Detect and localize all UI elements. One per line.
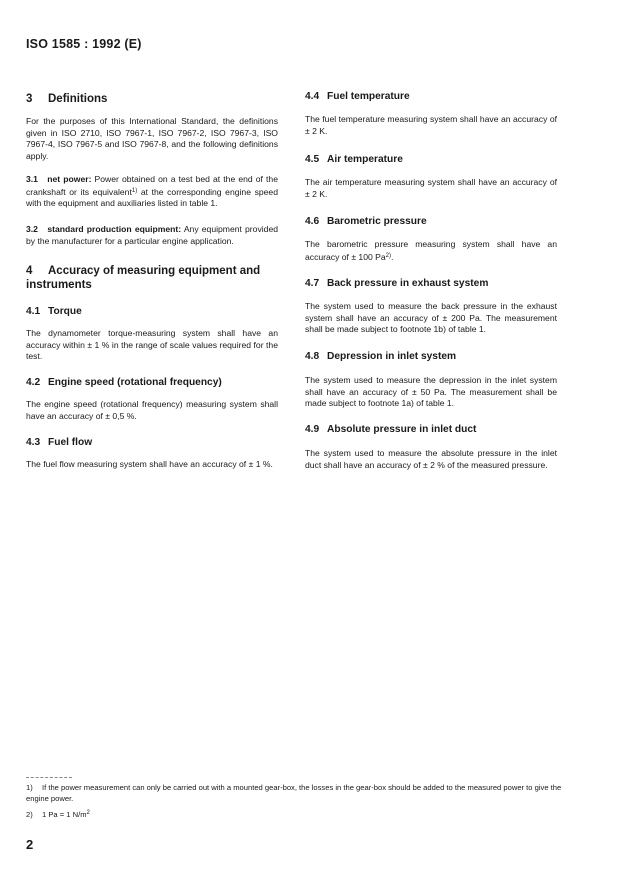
section-4-7-text: The system used to measure the back pressure in the exhaust system shall have an accuracy of ± 200 Pa. The measurement shall be made subject to footnote 1b) of table 1. [305,301,557,334]
definition-number: 3.2 [26,224,38,234]
section-4-3-heading: 4.3 Fuel flow [26,437,93,448]
section-4-4-text: The fuel temperature measuring system shall have an accuracy of ± 2 K. [305,114,557,136]
section-4-9-heading: 4.9 Absolute pressure in inlet duct [305,424,477,435]
footnote-1 [26,782,566,804]
footnote-mark: 2) [26,810,33,819]
footnote-2: 2) 1 Pa = 1 $N/m^2$ [26,810,90,819]
section-4-6-text: The barometric pressure measuring system shall have an accuracy of ± 100 Pa$^{2)}$. [305,239,557,262]
section-4-8-text: The system used to measure the depression in the inlet system shall have an accuracy of ± 50 Pa. The measurement shall be made subject to footnote 1a) of table 1. [305,375,557,408]
section-4-1-heading: 4.1 Torque [26,306,82,317]
footnote-text: If the power measurement can only be carried out with a mounted gear-box, the losses in the gear-box should be added to the measured power to give the engine power. [26,783,562,803]
section-3-heading [26,92,107,106]
footnote-mark: 1) [26,783,33,792]
section-4-3-text: The fuel flow measuring system shall have an accuracy of ± 1 %. [26,459,273,469]
definition-number: 3.1 [26,174,38,184]
section-4-1-text: The dynamometer torque-measuring system shall have an accuracy within ± 1 % in the range of scale values required for the test. [26,328,278,361]
definition-3-2 [26,224,278,247]
page-number: 2 [26,837,34,852]
footnote-ref: 1) [131,187,138,194]
footnote-ref: 2) [385,252,392,259]
section-number: 4 [26,265,33,277]
definition-term: net power: [47,174,92,184]
section-3-intro: For the purposes of this International Standard, the definitions given in ISO 2710, ISO 7967-1, ISO 7967-2, ISO 7967-3, ISO 7967-4, ISO 7967-5 and ISO 7967-8, and the following definitions apply. [26,116,278,161]
section-4-4-heading: 4.4 Fuel temperature [305,91,410,102]
definition-text-cont: at the corresponding engine speed with the equipment and auxiliaries listed in table 1. [26,186,278,208]
definition-3-1 [26,174,278,210]
section-4-6-heading: 4.6 Barometric pressure [305,216,427,227]
section-title: Definitions [48,93,108,105]
section-4-2-heading: 4.2 Engine speed (rotational frequency) [26,377,222,388]
section-number: 3 [26,93,33,105]
section-4-9-text: The system used to measure the absolute pressure in the inlet duct shall have an accuracy of ± 2 % of the measured pressure. [305,448,557,470]
document-header: ISO 1585 : 1992 (E) [26,37,142,51]
definition-term: standard production equipment: [47,224,182,234]
section-4-5-heading: 4.5 Air temperature [305,154,403,165]
footnote-separator [26,777,72,778]
section-4-5-text: The air temperature measuring system shall have an accuracy of ± 2 K. [305,177,557,199]
footnote-text: 1 Pa = 1 N/m [42,810,87,819]
section-4-heading [26,264,276,292]
section-4-8-heading: 4.8 Depression in inlet system [305,351,457,362]
section-title: Accuracy of measuring equipment and instruments [26,265,261,291]
section-4-7-heading: 4.7 Back pressure in exhaust system [305,278,489,289]
definition-text: Power obtained on a test bed at the end of the crankshaft or its equivalent [26,174,278,197]
section-4-2-text: The engine speed (rotational frequency) measuring system shall have an accuracy of ± 0,5 %. [26,399,278,421]
definition-text: Any equipment provided by the manufacturer for a particular engine application. [26,224,278,246]
